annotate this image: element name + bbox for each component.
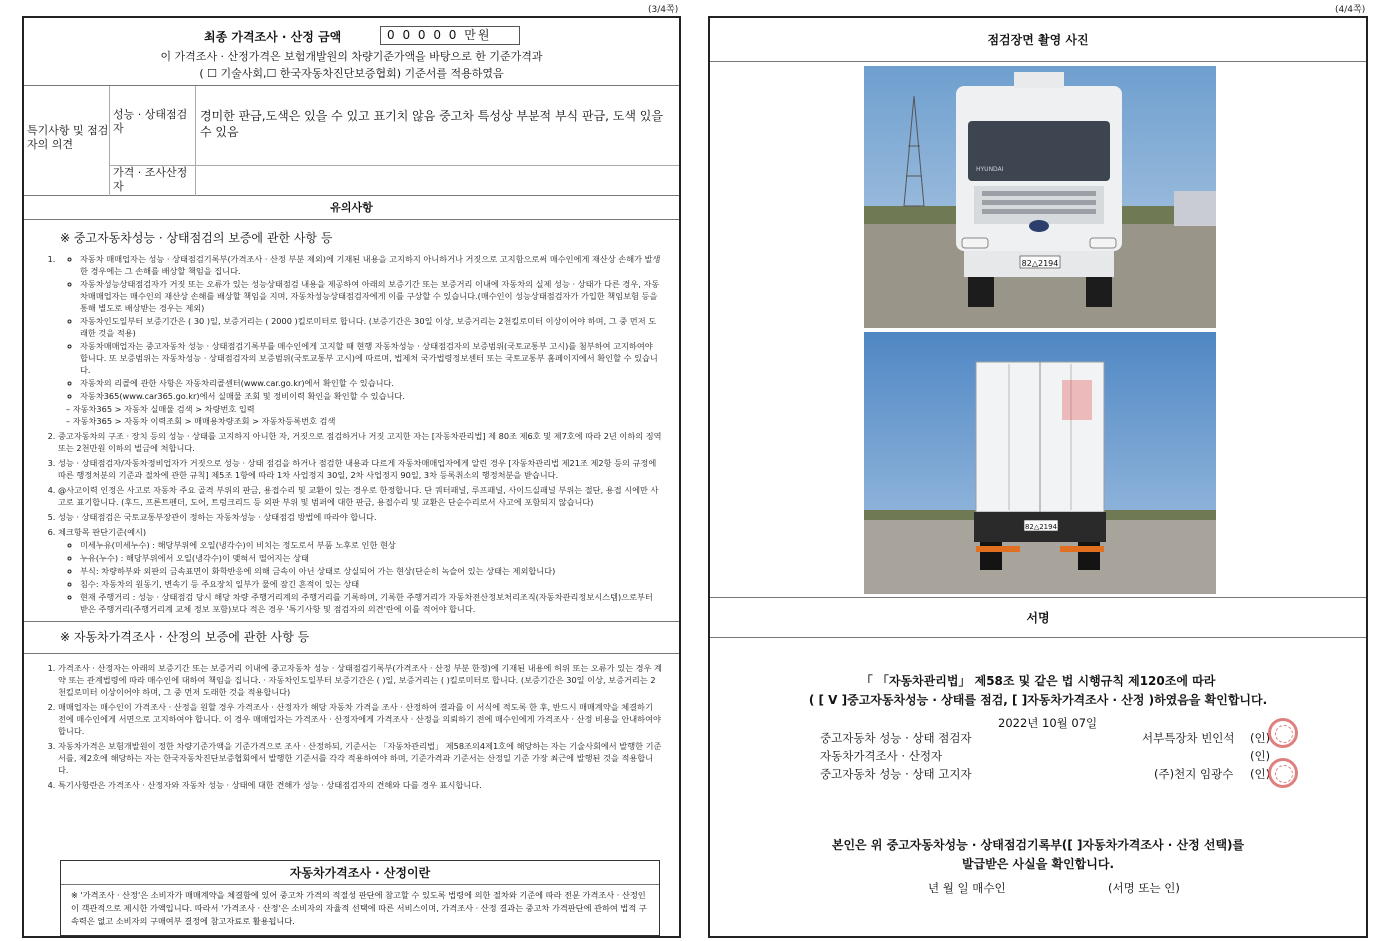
price-note2: ( ☐ 기술사회,☐ 한국자동차진단보증협회) 기준서를 적용하였음 bbox=[199, 67, 504, 80]
signer-role-3: 중고자동차 성능 · 상태 고지자 bbox=[820, 767, 972, 781]
section1-bullet: ◦ 자동차매매업자는 중고자동차 성능 · 상태점검기록부를 매수인에게 고지할 때 현행 자동차성능 · 상태점검자의 보증범위(국토교통부 고시)를 첨부하여 고지하여야 합니다. 또 보증범위는 자동차성능 · 상태점검자의 보증범위(국토교통부 고시)에 따르며, 법제처 국가법령정보센터 또는 국토교통부 홈페이지에서 확인할 수 있습니다. bbox=[80, 340, 663, 376]
section1-criteria-bullet: ◦ 부식: 차량하부와 외판의 금속표면이 화학반응에 의해 금속이 아닌 상태로 상실되어 가는 현상(단순히 녹슬어 있는 상태는 제외합니다) bbox=[80, 565, 663, 577]
front-photo bbox=[864, 66, 1216, 328]
buyer-sign: (서명 또는 인) bbox=[1108, 881, 1180, 895]
section2-title: ※ 자동차가격조사 · 산정의 보증에 관한 사항 등 bbox=[24, 621, 679, 654]
photo-section-title: 점검장면 촬영 사진 bbox=[710, 18, 1366, 62]
page-number-4: (4/4쪽) bbox=[1335, 5, 1366, 15]
signer-role-2: 자동차가격조사 · 산정자 bbox=[820, 749, 943, 763]
appraiser-label: 가격 · 조사산정자 bbox=[110, 166, 196, 196]
page-4 bbox=[708, 16, 1368, 938]
section1-criteria-bullet: ◦ 미세누유(미세누수) : 해당부위에 오일(냉각수)이 비치는 정도로서 부품 노후로 인한 현상 bbox=[80, 539, 663, 551]
confirm-line-2: 발급받은 사실을 확인합니다. bbox=[961, 857, 1115, 871]
section1-bullet: ◦ 1. 자동차 매매업자는 성능 · 상태점검기록부(가격조사 · 산정 부분 제외)에 기재된 내용을 고지하지 아니하거나 거짓으로 고지함으로써 매수인에게 재산상 손해가 발생한 경우에는 그 손해를 배상할 책임을 집니다. bbox=[80, 253, 663, 277]
special-notes bbox=[24, 86, 679, 196]
section1-bullet: ◦ 자동차365(www.car365.go.kr)에서 실매물 조회 및 정비이력 확인을 확인할 수 있습니다. bbox=[80, 390, 663, 402]
signer-name-1: 서부특장차 빈인석 bbox=[1142, 731, 1235, 745]
section1-item: 4. @사고이력 인정은 사고로 자동차 주요 골격 부위의 판금, 용접수리 및 교환이 있는 경우로 한정합니다. 단 쿼터패널, 루프패널, 사이드실패널 부위는 절단, 용접 시에만 사고로 표기합니다. (후드, 프론트펜더, 도어, 트렁크리드 등 외판 부위 및 범퍼에 대한 판금, 용접수리 및 교환은 단순수리로서 사고에 포함되지 않습니다) bbox=[58, 484, 663, 508]
inspector-label: 성능 · 상태점검자 bbox=[110, 86, 196, 166]
section1-criteria-bullet: ◦ 현재 주행거리 : 성능 · 상태점검 당시 해당 차량 주행거리계의 주행거리를 기록하며, 기록한 주행거리가 자동차전산정보처리조직(자동차관리정보시스템)으로부터 받은 주행거리(주행거리계 교체 정보 포함)보다 적은 경우 '특기사항 및 점검자의 의견'란에 이를 적어야 합니다. bbox=[80, 591, 663, 615]
section1-criteria-bullet: ◦ 침수: 자동차의 원동기, 변속기 등 주요장치 일부가 물에 잠긴 흔적이 있는 상태 bbox=[80, 578, 663, 590]
inspector-opinion: 경미한 판금,도색은 있을 수 있고 표기치 않음 중고차 특성상 부분적 부식 판금, 도색 있을 수 있음 bbox=[196, 86, 679, 166]
section1-item6-title: 체크항목 판단기준(예시) bbox=[58, 527, 147, 537]
page-number-3: (3/4쪽) bbox=[648, 5, 679, 15]
definition-box bbox=[60, 860, 660, 936]
section1-item: 3. 성능 · 상태점검자/자동차정비업자가 거짓으로 성능 · 상태 점검을 하거나 점검한 내용과 다르게 자동차매매업자에게 알린 경우 [자동차관리법 제21조 제2항 등의 규정에 따른 행정처분의 기준과 절차에 관한 규칙] 제5조 1항에 따라 1차 사업정지 30일, 2차 사업정지 90일, 3차 등록취소의 행정처분을 받습니다. bbox=[58, 457, 663, 481]
special-label: 특기사항 및 점검자의 의견 bbox=[24, 86, 110, 196]
section1-title: ※ 중고자동차성능 · 상태점검의 보증에 관한 사항 등 bbox=[60, 231, 333, 245]
front-plate: 82△2194 bbox=[1021, 259, 1059, 268]
signer-role-1: 중고자동차 성능 · 상태 점검자 bbox=[820, 731, 972, 745]
signer-seal-3: (인) bbox=[1250, 767, 1271, 781]
price-amount: 0 0 0 0 0 만원 bbox=[380, 26, 520, 45]
definition-text: ※ '가격조사 · 산정'은 소비자가 매매계약을 체결함에 있어 중고차 가격의 적절성 판단에 참고할 수 있도록 법령에 의한 절차와 기준에 따라 전문 가격조사 · 산정인이 객관적으로 제시한 가액입니다. 따라서 '가격조사 · 산정'은 소비자의 자율적 선택에 따른 서비스이며, 가격조사 · 산정 결과는 중고차 가격판단에 관하여 법적 구속력은 없고 소비자의 구매여부 결정에 참고자료로 활용됩니다. bbox=[71, 890, 647, 926]
section1-list bbox=[24, 253, 679, 615]
signature-title: 서명 bbox=[710, 598, 1366, 638]
section2-item: 1. 가격조사 · 산정자는 아래의 보증기간 또는 보증거리 이내에 중고자동차 성능 · 상태점검기록부(가격조사 · 산정 부분 한정)에 기재된 내용에 허위 또는 오류가 있는 경우 계약 또는 관계법령에 따라 매수인에 대하여 책임을 집니다. · 자동차인도일부터 보증기간은 ( )일, 보증거리는 ( )킬로미터로 합니다. (보증기간은 30일 이상, 보증거리는 2천킬로미터 이상이어야 하며, 그 중 먼저 도래한 것을 적용합니다) bbox=[58, 662, 663, 698]
buyer-line: 년 월 일 매수인 bbox=[928, 881, 1006, 895]
photos-area bbox=[710, 62, 1366, 598]
section1-item: 2. 중고자동차의 구조 · 장치 등의 성능 · 상태를 고지하지 아니한 자, 거짓으로 점검하거나 거짓 고지한 자는 [자동차관리법] 제 80조 제6호 및 제7호에 따라 2년 이하의 징역 또는 2천만원 이하의 벌금에 처합니다. bbox=[58, 430, 663, 454]
sign-date: 2022년 10월 07일 bbox=[998, 716, 1098, 730]
signer-name-3: (주)천지 임광수 bbox=[1154, 767, 1234, 781]
section2-item: 3. 자동차가격은 보험개발원이 정한 차량기준가액을 기준가격으로 조사 · 산정하되, 기준서는 「자동차관리법」 제58조의4제1호에 해당하는 자는 기술사회에서 발행한 기준서를, 제2호에 해당하는 자는 한국자동차진단보증협회에서 발행한 기준서를 각각 적용하여야 하며, 기준가격과 기준서는 산정일 기준 가장 최근에 발행된 것을 적용합니다. bbox=[58, 740, 663, 776]
page-3 bbox=[22, 16, 681, 938]
section2-item: 4. 특기사항란은 가격조사 · 산정자와 자동차 성능 · 상태에 대한 견해가 성능 · 상태점검자의 견해와 다를 경우 표시합니다. bbox=[58, 779, 663, 791]
law-line-2: ( [ V ]중고자동차성능 · 상태를 점검, [ ]자동차가격조사 · 산정 )하였음을 확인합니다. bbox=[808, 693, 1268, 707]
section1-item bbox=[58, 253, 663, 427]
section1-bullet: ◦ 자동차인도일부터 보증기간은 ( 30 )일, 보증거리는 ( 2000 )킬로미터로 합니다. (보증기간은 30일 이상, 보증거리는 2천킬로미터 이상이어야 하며, 그 중 먼저 도래한 것을 적용) bbox=[80, 315, 663, 339]
section1-criteria-bullet: ◦ 누유(누수) : 해당부위에서 오일(냉각수)이 맺혀서 떨어지는 상태 bbox=[80, 552, 663, 564]
price-note1: 이 가격조사 · 산정가격은 보험개발원의 차량기준가액을 바탕으로 한 기준가격과 bbox=[160, 50, 543, 63]
confirm-line-1: 본인은 위 중고자동차성능 · 상태점검기록부([ ]자동차가격조사 · 산정 선택)를 bbox=[831, 838, 1245, 852]
section2-list bbox=[24, 662, 679, 791]
signer-seal-1: (인) bbox=[1250, 731, 1271, 745]
definition-title: 자동차가격조사 · 산정이란 bbox=[61, 861, 659, 885]
section1-sub-line: – 자동차365 > 자동차 이력조회 > 매매용차량조회 > 자동차등록번호 검색 bbox=[66, 416, 336, 426]
section1-item bbox=[58, 526, 663, 615]
section1-item: 5. 성능 · 상태점검은 국토교통부장관이 정하는 자동차성능 · 상태점검 방법에 따라야 합니다. bbox=[58, 511, 663, 523]
section1-sub-line: – 자동차365 > 자동차 실매물 검색 > 차량번호 입력 bbox=[66, 404, 255, 414]
section1-bullet: ◦ 자동차성능상태점검자가 거짓 또는 오류가 있는 성능상태점검 내용을 제공하여 아래의 보증기간 또는 보증거리 이내에 자동차의 실제 성능 · 상태가 다른 경우, 자동차매매업자는 매수인의 재산상 손해를 배상할 책임을 지며, 자동차성능상태점검자에게 이를 구상할 수 있습니다.(매수인이 성능상태점검자가 가입한 책임보험 등을 통해 별도로 배상받는 경우는 제외) bbox=[80, 278, 663, 314]
front-brand: HYUNDAI bbox=[976, 166, 1004, 173]
appraiser-opinion bbox=[196, 166, 679, 196]
section1-bullet: ◦ 자동차의 리콜에 관한 사항은 자동차리콜센터(www.car.go.kr)에서 확인할 수 있습니다. bbox=[80, 377, 663, 389]
notice-title: 유의사항 bbox=[24, 196, 679, 220]
section2-item: 2. 매매업자는 매수인이 가격조사 · 산정을 원할 경우 가격조사 · 산정자가 해당 자동차 가격을 조사 · 산정하여 결과를 이 서식에 적도록 한 후, 반드시 매매계약을 체결하기 전에 매수인에게 서면으로 고지하여야 합니다. 이 경우 매매업자는 가격조사 · 산정자에게 가격조사 · 산정을 의뢰하기 전에 매수인에게 가격조사 · 산정 비용을 안내하여야 합니다. bbox=[58, 701, 663, 737]
price-header bbox=[24, 18, 679, 86]
seal-stamp-notifier bbox=[1268, 758, 1298, 788]
rear-photo bbox=[864, 332, 1216, 594]
price-title: 최종 가격조사 · 산정 금액 bbox=[204, 30, 342, 44]
signer-seal-2: (인) bbox=[1250, 749, 1271, 763]
law-line-1: 「 「자동차관리법」 제58조 및 같은 법 시행규칙 제120조에 따라 bbox=[860, 674, 1216, 688]
rear-plate: 82△2194 bbox=[1024, 523, 1058, 531]
seal-stamp-inspector bbox=[1268, 718, 1298, 748]
